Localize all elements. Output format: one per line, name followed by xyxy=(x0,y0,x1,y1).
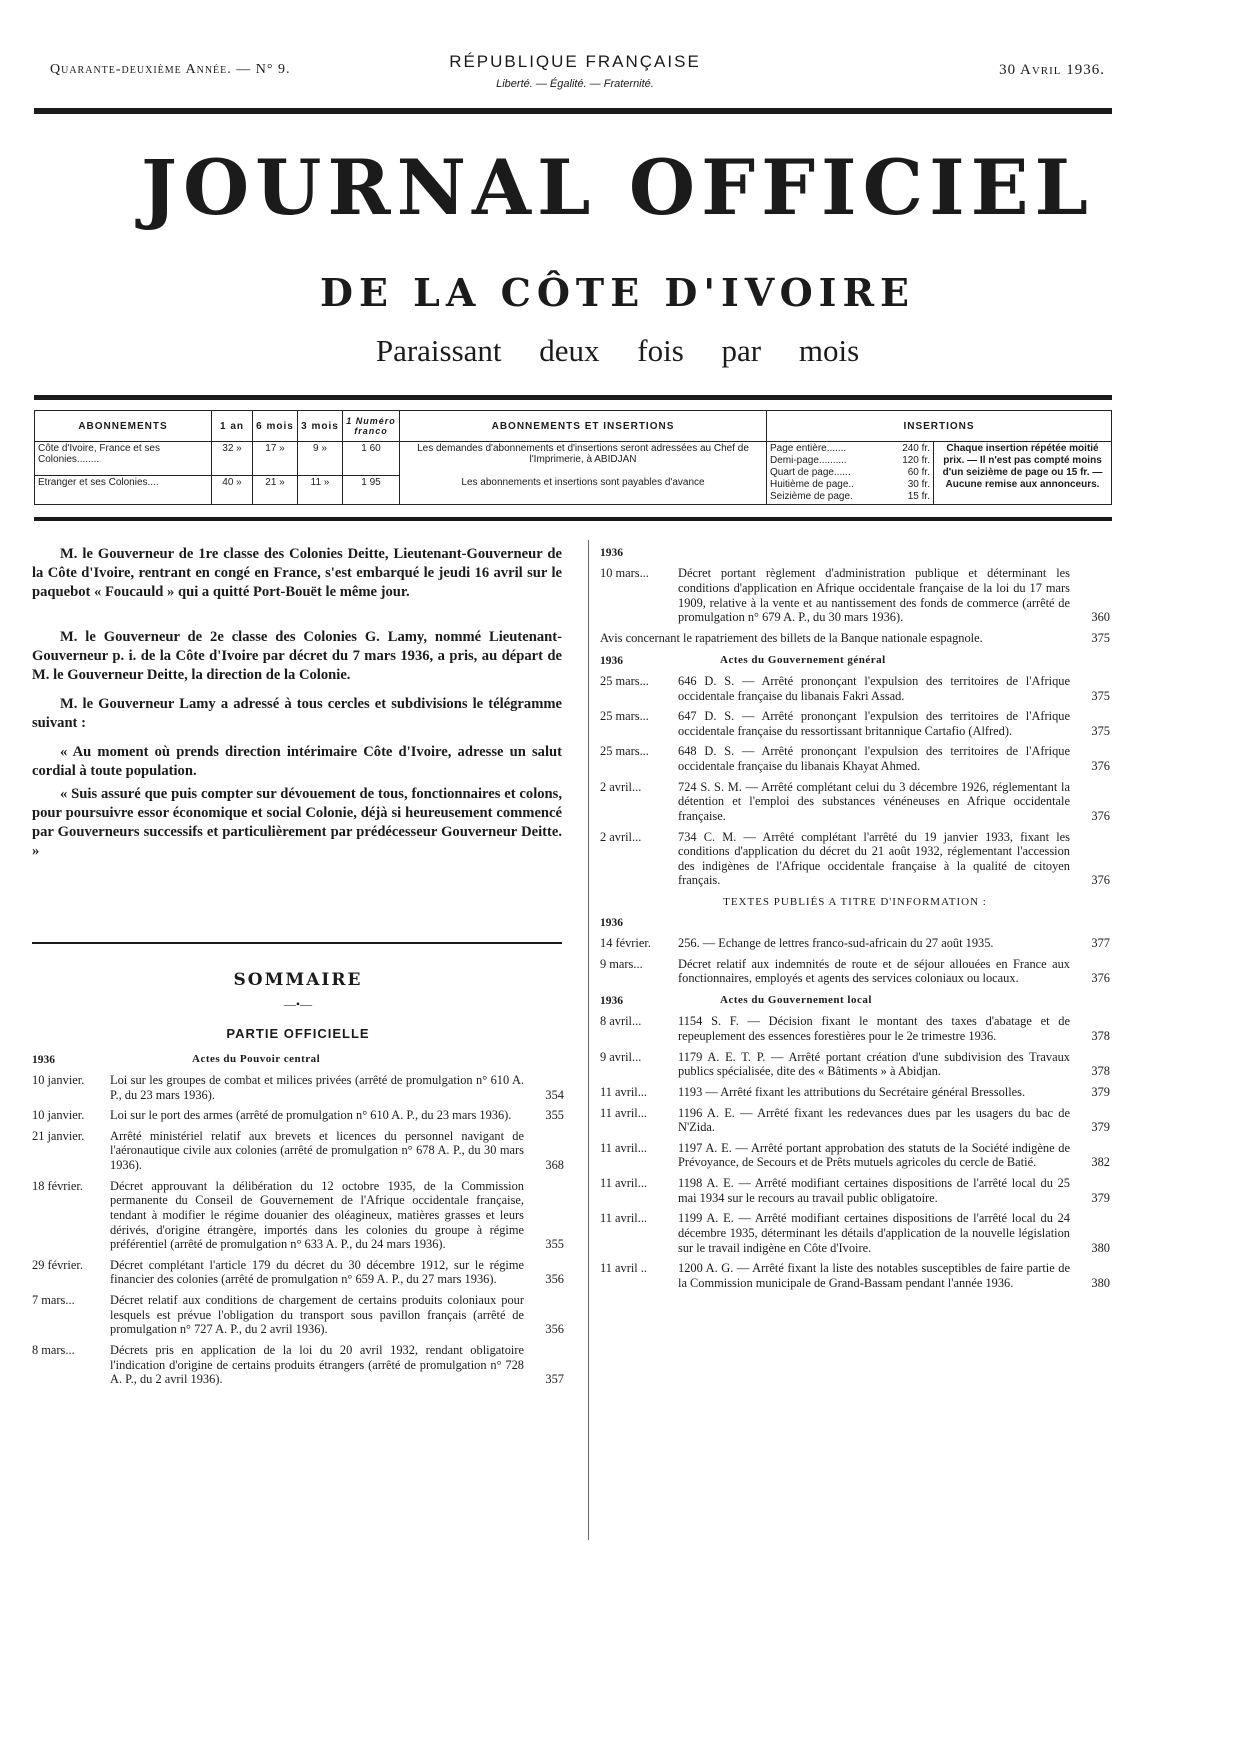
row1-6mois: 17 » xyxy=(253,442,298,476)
toc-page: 376 xyxy=(1091,759,1110,773)
toc-entry xyxy=(32,1129,564,1173)
rate-row: Demi-page.......... 120 fr. xyxy=(770,455,930,466)
section-pouvoir-central: Actes du Pouvoir central xyxy=(192,1052,321,1065)
toc-entry xyxy=(600,936,1110,951)
row1-numero: 1 60 xyxy=(343,442,400,476)
toc-entry xyxy=(600,1014,1110,1043)
toc-text: 1200 A. G. — Arrêté fixant la liste des notables susceptibles de faire partie de la Commission municipale de Grand-Bassam pendant l'année 1936. xyxy=(678,1261,1070,1290)
toc-page: 354 xyxy=(545,1087,564,1102)
toc-page: 356 xyxy=(545,1272,564,1287)
pouvoir-central-entries xyxy=(32,1073,564,1387)
row1-3mois: 9 » xyxy=(298,442,343,476)
toc-entry xyxy=(600,780,1110,824)
demandes-text: Les demandes d'abonnements et d'insertions seront adressées au Chef de l'Imprimerie, à ABIDJAN xyxy=(417,443,749,465)
toc-text: Décret approuvant la délibération du 12 octobre 1935, de la Commission permanente du Conseil de Gouvernement de l'Afrique occidentale française, tendant à modifier le régime douanier des oléagineux, matières grasses et leurs dérivés, d'origine étrangère, importés dans les colonies du groupe à régime préférentiel (arrêté de promulgation n° 633 A. P., du 24 mars 1936). xyxy=(110,1178,524,1252)
toc-date: 8 mars... xyxy=(32,1342,75,1357)
toc-entry xyxy=(600,1085,1110,1100)
sommaire-left xyxy=(32,970,564,1393)
year-label: 1936 xyxy=(600,916,623,929)
toc-entry xyxy=(600,566,1110,625)
toc-date: 25 mars... xyxy=(600,709,649,724)
toc-entry xyxy=(32,1258,564,1287)
toc-date: 10 mars... xyxy=(600,566,649,581)
toc-page: 379 xyxy=(1091,1084,1110,1099)
gouv-general-entries xyxy=(600,674,1110,888)
toc-text: Décret complétant l'article 179 du décret du 30 décembre 1912, sur le régime financier des colonies (arrêté de promulgation n° 659 A. P., du 27 mars 1936). xyxy=(110,1257,524,1287)
publication-frequency: Paraissant deux fois par mois xyxy=(375,333,860,368)
toc-page: 376 xyxy=(1091,873,1110,888)
toc-date: 11 avril... xyxy=(600,1140,648,1155)
decree-entries xyxy=(600,566,1110,625)
toc-text: 724 S. S. M. — Arrêté complétant celui du 3 décembre 1926, réglementant la détention et l'emploi des substances vénéneuses en Afrique occidentale française. xyxy=(678,779,1070,823)
toc-text: 1193 — Arrêté fixant les attributions du Secrétaire général Bressolles. xyxy=(678,1084,1026,1099)
toc-text: Décret relatif aux indemnités de route et de séjour allouées en France aux fonctionnaires, employés et agents des services coloniaux ou locaux. xyxy=(678,956,1070,986)
journal-subtitle: DE LA CÔTE D'IVOIRE xyxy=(320,270,915,315)
announcements xyxy=(32,545,562,871)
section-gouv-local: Actes du Gouvernement local xyxy=(720,994,872,1006)
textes-info-heading: TEXTES PUBLIÉS A TITRE D'INFORMATION : xyxy=(723,896,987,908)
toc-entry xyxy=(32,1293,564,1337)
column-divider xyxy=(588,540,589,1540)
year-heading xyxy=(600,916,1110,930)
toc-date: 2 avril... xyxy=(600,829,642,844)
toc-date: 18 février. xyxy=(32,1178,83,1193)
toc-text: Décret portant règlement d'administration publique et déterminant les conditions d'application en Afrique occidentale française de la loi du 17 mars 1909, relative à la vente et au nantissement des fonds de commerce (arrêté de promulgation n° 679 A. P., du 30 mars 1936). xyxy=(678,566,1070,625)
toc-text: 1197 A. E. — Arrêté portant approbation des statuts de la Société indigène de Prévoyance, de Secours et de Prêts mutuels agricoles du cercle de Batié. xyxy=(678,1140,1070,1170)
toc-page: 379 xyxy=(1091,1190,1110,1205)
col-abonnements: ABONNEMENTS xyxy=(35,411,212,442)
toc-page: 378 xyxy=(1091,1029,1110,1043)
insertion-note: Chaque insertion répétée moitié prix. — Il n'est pas compté moins d'un seizième de page ou 15 fr. — Aucune remise aux annonceurs. xyxy=(934,442,1112,505)
col-ab-ins: ABONNEMENTS ET INSERTIONS xyxy=(400,411,767,442)
toc-text: 734 C. M. — Arrêté complétant l'arrêté du 19 janvier 1933, fixant les conditions d'application du décret du 21 août 1932, réglementant l'accession des indigènes de l'Afrique occidentale française à la qualité de citoyen français. xyxy=(678,829,1070,888)
telegram-line-1: « Au moment où prends direction intérimaire Côte d'Ivoire, adresse un salut cordial à toute population. xyxy=(32,743,562,779)
toc-text: 648 D. S. — Arrêté prononçant l'expulsion des territoires de l'Afrique occidentale française du libanais Khayat Ahmed. xyxy=(678,744,1070,773)
toc-page: 376 xyxy=(1091,971,1110,986)
toc-page: 377 xyxy=(1091,936,1110,951)
toc-text: 1199 A. E. — Arrêté modifiant certaines dispositions de l'arrêté local du 24 décembre 1935, déterminant les détails d'application de la nouvelle législation sur le travail indigène en Côte d'Ivoire. xyxy=(678,1211,1070,1255)
col-1an: 1 an xyxy=(212,411,253,442)
year-label: 1936 xyxy=(600,995,623,1007)
toc-entry xyxy=(600,1211,1110,1255)
toc-entry xyxy=(32,1179,564,1252)
masthead-rule xyxy=(34,395,1112,400)
rate-row: Seizième de page. 15 fr. xyxy=(770,491,930,502)
row2-6mois: 21 » xyxy=(253,475,298,504)
toc-date: 14 février. xyxy=(600,936,651,951)
toc-page: 380 xyxy=(1091,1240,1110,1255)
toc-date: 25 mars... xyxy=(600,744,649,759)
col-6mois: 6 mois xyxy=(253,411,298,442)
toc-page: 368 xyxy=(545,1158,564,1172)
toc-page: 378 xyxy=(1091,1064,1110,1079)
subscription-table xyxy=(34,410,1112,505)
avis-entry: Avis concernant le rapatriement des billets de la Banque nationale espagnole. 375 xyxy=(600,630,1110,645)
year-issue: Quarante-deuxième Année. — N° 9. xyxy=(50,62,291,77)
toc-page: 357 xyxy=(545,1372,564,1387)
announcement-lamy: M. le Gouverneur de 2e classe des Colonies G. Lamy, nommé Lieutenant-Gouverneur p. i. de la Côte d'Ivoire par décret du 7 mars 1936, a pris, au départ de M. le Gouverneur Deitte, la direction de la Colonie. xyxy=(32,628,562,683)
announcement-deitte: M. le Gouverneur de 1re classe des Colonies Deitte, Lieutenant-Gouverneur de la Côte d'Ivoire, rentrant en congé en France, s'est embarqué le jeudi 16 avril sur le paquebot « Foucauld » qui a quitté Port-Bouët le même jour. xyxy=(32,546,562,600)
toc-date: 29 février. xyxy=(32,1257,83,1272)
sommaire-title: SOMMAIRE xyxy=(233,970,363,990)
year-heading xyxy=(32,1053,564,1067)
issue-date: 30 Avril 1936. xyxy=(999,62,1105,78)
toc-entry xyxy=(600,830,1110,889)
republic-heading: RÉPUBLIQUE FRANÇAISE xyxy=(449,52,701,71)
toc-entry xyxy=(600,674,1110,703)
col-numero: 1 Numéro franco xyxy=(343,411,400,442)
info-entries xyxy=(600,936,1110,986)
toc-date: 21 janvier. xyxy=(32,1128,85,1143)
toc-text: 646 D. S. — Arrêté prononçant l'expulsion des territoires de l'Afrique occidentale française du libanais Fakri Assad. xyxy=(678,673,1070,703)
toc-text: 647 D. S. — Arrêté prononçant l'expulsion des territoires de l'Afrique occidentale française du ressortissant britannique Cartafio (Alfred). xyxy=(678,709,1070,738)
motto: Liberté. — Égalité. — Fraternité. xyxy=(496,78,654,90)
toc-page: 379 xyxy=(1091,1120,1110,1135)
year-heading xyxy=(600,546,1110,560)
toc-text: Arrêté ministériel relatif aux brevets et licences du personnel navigant de l'aéronautique civile aux colonies (arrêté de promulgation n° 678 A. P., du 30 mars 1936). xyxy=(110,1128,524,1172)
payables-text: Les abonnements et insertions sont payables d'avance xyxy=(461,477,705,488)
rate-row: Page entière....... 240 fr. xyxy=(770,443,930,454)
toc-date: 7 mars... xyxy=(32,1293,75,1307)
toc-date: 8 avril... xyxy=(600,1014,642,1029)
toc-date: 11 avril .. xyxy=(600,1261,648,1276)
col-3mois: 3 mois xyxy=(298,411,343,442)
year-heading xyxy=(600,654,1110,668)
toc-text: 1196 A. E. — Arrêté fixant les redevances dues par les usagers du bac de N'Zida. xyxy=(678,1105,1070,1135)
toc-entry xyxy=(600,1176,1110,1205)
toc-date: 10 janvier. xyxy=(32,1108,85,1123)
table-rule xyxy=(34,517,1112,521)
toc-entry xyxy=(600,1106,1110,1135)
toc-entry xyxy=(600,1141,1110,1170)
row2-3mois: 11 » xyxy=(298,475,343,504)
toc-date: 11 avril... xyxy=(600,1084,648,1099)
partie-officielle: PARTIE OFFICIELLE xyxy=(226,1026,370,1042)
toc-entry xyxy=(32,1108,564,1123)
row1-1an: 32 » xyxy=(212,442,253,476)
toc-text: 1154 S. F. — Décision fixant le montant des taxes d'abatage et de repeuplement des essences forestières pour le 2e trimestre 1936. xyxy=(678,1014,1070,1043)
toc-page: 375 xyxy=(1091,688,1110,703)
toc-text: Décret relatif aux conditions de chargement de certains produits coloniaux pour lesquels est prévue l'obligation du transport sous pavillon français (arrêté de promulgation n° 727 A. P., du 2 avril 1936). xyxy=(110,1293,524,1337)
rate-row: Quart de page...... 60 fr. xyxy=(770,467,930,478)
row1-label: Côte d'Ivoire, France et ses Colonies........ xyxy=(35,442,212,476)
toc-text: Décrets pris en application de la loi du 20 avril 1932, rendant obligatoire l'indication d'origine de certains produits étrangers (arrêté de promulgation n° 728 A. P., du 2 avril 1936). xyxy=(110,1342,524,1387)
subscription-instructions xyxy=(400,442,767,505)
row2-1an: 40 » xyxy=(212,475,253,504)
toc-entry xyxy=(600,1261,1110,1290)
toc-entry xyxy=(600,957,1110,986)
toc-date: 9 avril... xyxy=(600,1049,642,1064)
toc-text: 1179 A. E. T. P. — Arrêté portant création d'une subdivision des Travaux publics spécialisée, dite des « Bâtiments » à Abidjan. xyxy=(678,1049,1070,1079)
toc-page: 355 xyxy=(545,1108,564,1123)
row2-numero: 1 95 xyxy=(343,475,400,504)
toc-page: 375 xyxy=(1091,723,1110,738)
section-gouv-general: Actes du Gouvernement général xyxy=(720,653,886,666)
toc-page: 380 xyxy=(1091,1275,1110,1290)
toc-text: Loi sur les groupes de combat et milices privées (arrêté de promulgation n° 610 A. P., du 23 mars 1936). xyxy=(110,1072,524,1102)
toc-page: 376 xyxy=(1091,808,1110,823)
year-label: 1936 xyxy=(600,654,623,667)
announcement-rule xyxy=(32,942,562,944)
toc-date: 9 mars... xyxy=(600,956,643,971)
header-rule xyxy=(34,108,1112,114)
gouv-local-entries xyxy=(600,1014,1110,1290)
year-label: 1936 xyxy=(32,1053,55,1066)
toc-date: 11 avril... xyxy=(600,1211,648,1226)
toc-date: 11 avril... xyxy=(600,1176,648,1190)
toc-date: 11 avril... xyxy=(600,1105,648,1120)
col-insertions: INSERTIONS xyxy=(767,411,1112,442)
toc-page: 360 xyxy=(1091,610,1110,625)
toc-entry xyxy=(600,709,1110,738)
row2-label: Etranger et ses Colonies.... xyxy=(35,475,212,504)
toc-date: 2 avril... xyxy=(600,779,642,794)
toc-entry xyxy=(600,1050,1110,1079)
toc-entry xyxy=(32,1343,564,1387)
announcement-telegram-intro: M. le Gouverneur Lamy a adressé à tous cercles et subdivisions le télégramme suivant : xyxy=(32,695,562,731)
year-heading xyxy=(600,994,1110,1008)
telegram-line-2: « Suis assuré que puis compter sur dévouement de tous, fonctionnaires et colons, pour poursuivre essor économique et social Colonie, déjà si heureusement commencé par Gouverneurs successifs et particulièrement par prédécesseur Gouverneur Deitte. » xyxy=(32,785,562,859)
year-label: 1936 xyxy=(600,547,623,559)
toc-text: 1198 A. E. — Arrêté modifiant certaines dispositions de l'arrêté local du 25 mai 1934 sur le recours au travail public obligatoire. xyxy=(678,1176,1070,1205)
journal-title: JOURNAL OFFICIEL xyxy=(140,143,1094,232)
rate-row: Huitième de page.. 30 fr. xyxy=(770,479,930,490)
toc-page: 355 xyxy=(545,1237,564,1252)
ornament-divider: —•— xyxy=(283,997,313,1012)
toc-page: 356 xyxy=(545,1322,564,1337)
toc-entry xyxy=(32,1073,564,1102)
sommaire-right xyxy=(600,546,1110,1296)
toc-page: 382 xyxy=(1091,1155,1110,1170)
toc-entry xyxy=(600,744,1110,773)
toc-text: Loi sur le port des armes (arrêté de promulgation n° 610 A. P., du 23 mars 1936). xyxy=(110,1108,512,1123)
toc-date: 25 mars... xyxy=(600,673,649,688)
toc-text: 256. — Echange de lettres franco-sud-africain du 27 août 1935. xyxy=(678,936,994,951)
toc-date: 10 janvier. xyxy=(32,1072,85,1087)
insertion-rates xyxy=(767,442,934,505)
